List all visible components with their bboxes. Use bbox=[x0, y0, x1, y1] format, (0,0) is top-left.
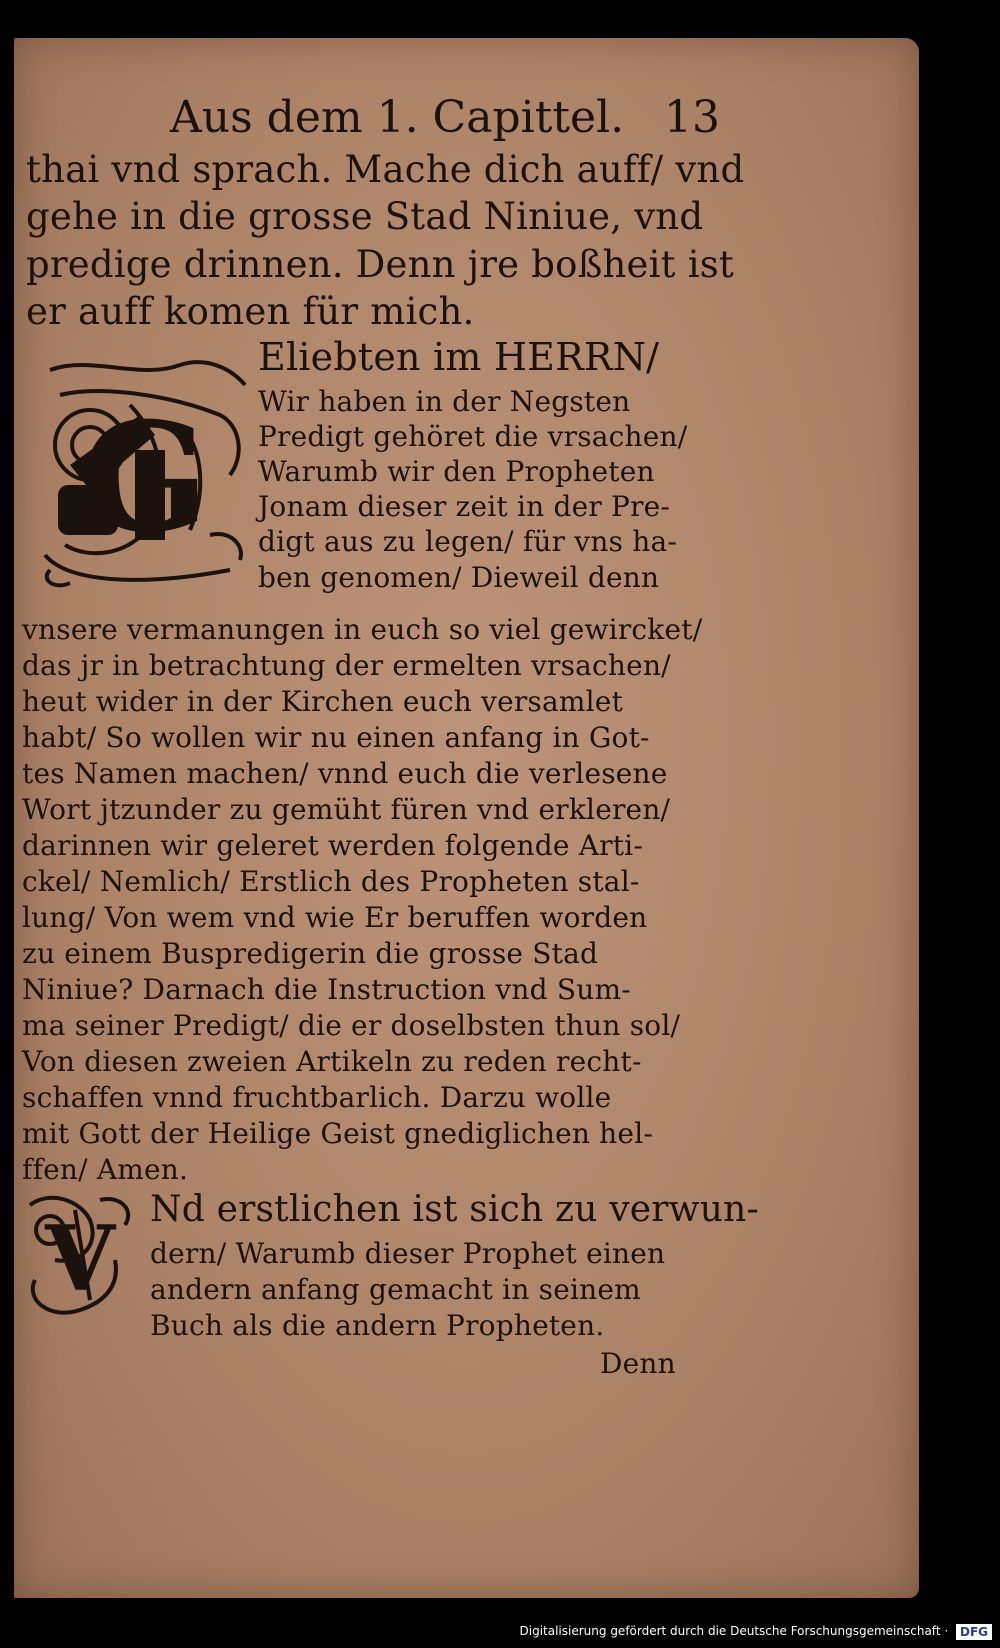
text-line: Niniue? Darnach die Instruction vnd Sum- bbox=[22, 973, 631, 1006]
text-line: Wir haben in der Negsten bbox=[258, 385, 631, 418]
text-line: tes Namen machen/ vnnd euch die verlesene bbox=[22, 757, 668, 790]
text-line: mit Gott der Heilige Geist gnediglichen hel- bbox=[22, 1117, 654, 1150]
text-line: ckel/ Nemlich/ Erstlich des Propheten stal- bbox=[22, 865, 640, 898]
text-line: ben genomen/ Dieweil denn bbox=[258, 561, 660, 594]
text-line: digt aus zu legen/ für vns ha- bbox=[258, 525, 678, 558]
text-line: das jr in betrachtung der ermelten vrsachen/ bbox=[22, 649, 671, 682]
text-line: predige drinnen. Denn jre boßheit ist bbox=[26, 243, 734, 286]
text-line: Von diesen zweien Artikeln zu reden recht- bbox=[22, 1045, 642, 1078]
chapter-title: Aus dem 1. Capittel. bbox=[170, 92, 625, 143]
dfg-logo: DFG bbox=[956, 1624, 992, 1640]
text-line: Nd erstlichen ist sich zu verwun- bbox=[150, 1189, 759, 1230]
digitization-footer bbox=[492, 1618, 992, 1644]
decorated-initial bbox=[30, 355, 260, 595]
text-line: vnsere vermanungen in euch so viel gewircket/ bbox=[22, 613, 703, 646]
footer-text: Digitalisierung gefördert durch die Deutsche Forschungsgemeinschaft · bbox=[519, 1624, 949, 1638]
text-line: Jonam dieser zeit in der Pre- bbox=[258, 490, 671, 523]
text-line: ffen/ Amen. bbox=[22, 1153, 189, 1186]
text-line: lung/ Von wem vnd wie Er beruffen worden bbox=[22, 901, 648, 934]
initial-letter: G bbox=[80, 390, 210, 566]
text-line: Predigt gehöret die vrsachen/ bbox=[258, 420, 688, 453]
text-line: Wort jtzunder zu gemüht füren vnd erkleren/ bbox=[22, 793, 671, 826]
initial-letter: V bbox=[45, 1206, 115, 1312]
text-line: habt/ So wollen wir nu einen anfang in Got- bbox=[22, 721, 650, 754]
catchword: Denn bbox=[600, 1347, 676, 1380]
text-line: dern/ Warumb dieser Prophet einen bbox=[150, 1237, 666, 1270]
text-line: andern anfang gemacht in seinem bbox=[150, 1273, 641, 1306]
initial-ornament bbox=[20, 1190, 140, 1325]
text-line: ma seiner Predigt/ die er doselbsten thun sol/ bbox=[22, 1009, 681, 1042]
page-number: 13 bbox=[664, 92, 720, 143]
text-line: Eliebten im HERRN/ bbox=[258, 335, 660, 379]
text-line: darinnen wir geleret werden folgende Arti- bbox=[22, 829, 643, 862]
running-header bbox=[170, 88, 720, 148]
text-line: er auff komen für mich. bbox=[26, 290, 475, 333]
text-line: zu einem Buspredigerin die grosse Stad bbox=[22, 937, 599, 970]
initial-ornament bbox=[30, 355, 260, 595]
text-line: gehe in die grosse Stad Niniue, vnd bbox=[26, 195, 704, 238]
text-line: Warumb wir den Propheten bbox=[258, 455, 655, 488]
decorated-initial bbox=[20, 1190, 140, 1325]
text-line: schaffen vnnd fruchtbarlich. Darzu wolle bbox=[22, 1081, 612, 1114]
text-line: heut wider in der Kirchen euch versamlet bbox=[22, 685, 624, 718]
text-line: thai vnd sprach. Mache dich auff/ vnd bbox=[26, 148, 745, 191]
text-line: Buch als die andern Propheten. bbox=[150, 1309, 605, 1342]
